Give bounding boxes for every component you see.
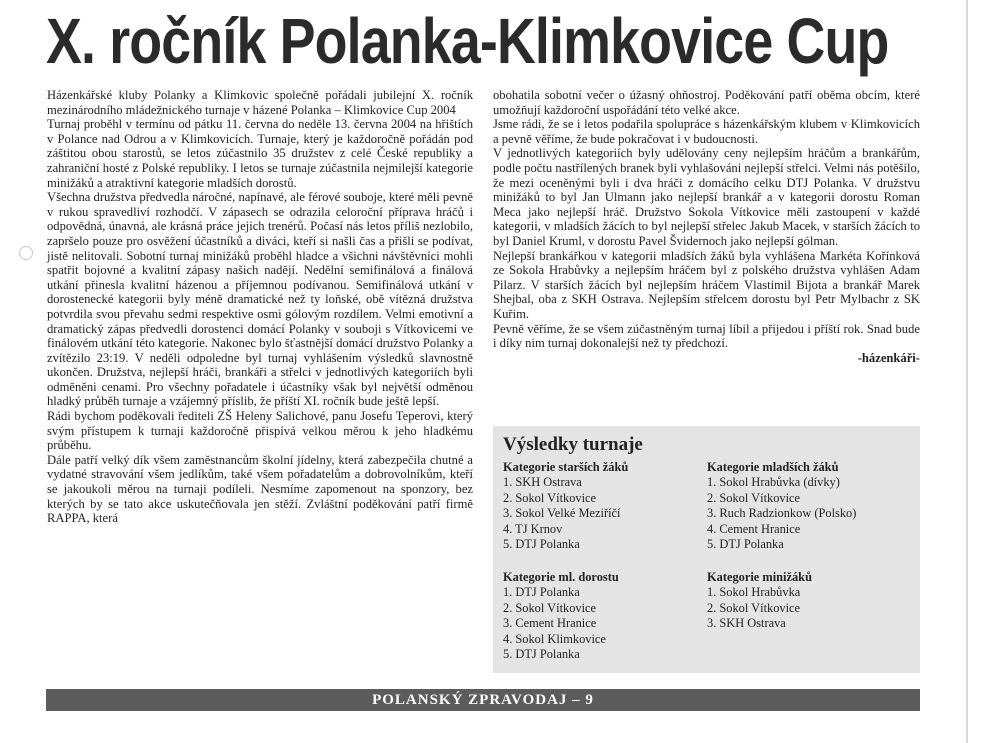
paragraph: Házenkářské kluby Polanky a Klimkovic společně pořádali jubilejní X. ročník mezinárodního mládežnického turnaje v házené Polanka – Klimkovice Cup 2004 (47, 88, 473, 117)
result-item: 1. Sokol Hrabůvka (707, 585, 801, 600)
result-item: 3. Cement Hranice (503, 616, 597, 631)
results-title: Výsledky turnaje (503, 434, 643, 455)
paragraph: V jednotlivých kategoriích byly udělovány ceny nejlepším hráčům a brankářům, podle počtu nastřílených branek byli vyhlašováni nejlepší střelci. Velmi nás potěšilo, že mezi oceněnými byli i dva hráči z domácího celku DTJ Polanka. V družstvu minižáků to byl Jan Ulmann jako nejlepší brankář a v kategorii dorostu Roman Meca jako nejlepší hráč. Družstvo Sokola Vítkovice měli zastoupení v každé kategorii, v mladších žácích to byl nejlepší střelec Jakub Macek, v starších žácích to byl Daniel Kruml, v dorostu Pavel Švidernoch jako nejlepší gólman. (493, 146, 920, 248)
paragraph: Všechna družstva předvedla náročné, napínavé, ale férové souboje, které měli pevně v rukou spravedliví rozhodčí. V zápasech se odrazila celoroční příprava hráčů i odpovědná, únavná, ale krásná práce jejich trenérů. Počasí nás letos příliš nezlobilo, zapršelo pouze pro osvěžení účastníků a diváci, kteří si našli čas a přišli se podívat, jistě nelitovali. Sobotní turnaj minižáků proběhl hladce a všichni návštěvníci mohli spatřit bojovné a kvalitní zápasy našich nadějí. Nedělní semifinálová a finálová utkání přinesla kvalitní házenou a příjemnou podívanou. Semifinálová utkání v dorostenecké kategorii byly méně dramatické než ty loňské, obě vítězná družstva potvrdila svou převahu sedmi respektive osmi gólovým rozdílem. Velmi emotivní a dramatický zápas předvedli dorostenci domácí Polanky v souboji s Vítkovicemi ve finálovém utkání této kategorie. Nakonec bylo šťastnější domácí družstvo Polanky a zvítězilo 23:19. V neděli odpoledne byl turnaj vyhlášením výsledků slavnostně ukončen. Družstva, nejlepší hráči, brankáři a střelci v jednotlivých kategoriích byli odměněni cenami. Pro všechny pořadatele i účastníky však byl největší odměnou hladký průběh turnaje a vzájemný příslib, že příští XI. ročník bude ještě lepší. (47, 190, 473, 409)
category-title: Kategorie ml. dorostu (503, 570, 619, 584)
paragraph: Rádi bychom poděkovali řediteli ZŠ Heleny Salichové, panu Josefu Teperovi, který svým přístupem k turnaji každoročně přispívá velkou měrou k jeho hladkému průběhu. (47, 409, 473, 453)
result-item: 1. SKH Ostrava (503, 475, 582, 490)
binder-hole-mark (19, 246, 33, 260)
result-item: 3. SKH Ostrava (707, 616, 786, 631)
category-title: Kategorie starších žáků (503, 460, 629, 474)
paragraph: Pevně věříme, že se všem zúčastněným turnaj líbil a přijedou i příští rok. Snad bude i díky nim turnaj dokonalejší než ty předchozí. (493, 321, 920, 351)
result-item: 5. DTJ Polanka (503, 537, 580, 552)
paragraph: obohatila sobotní večer o úžasný ohňostroj. Poděkování patří oběma obcím, které umožňují každoroční uspořádání této velké akce. (493, 88, 920, 117)
result-item: 1. Sokol Hrabůvka (dívky) (707, 475, 840, 490)
article-column-right (493, 88, 920, 365)
result-item: 2. Sokol Vítkovice (503, 600, 597, 615)
results-category (707, 570, 812, 632)
page-edge-divider (966, 0, 968, 743)
result-item: 2. Sokol Vítkovice (707, 600, 801, 615)
result-item: 2. Sokol Vítkovice (503, 490, 597, 505)
result-item: 2. Sokol Vítkovice (707, 490, 801, 505)
article-column-left (47, 88, 473, 526)
category-title: Kategorie mladších žáků (707, 460, 839, 474)
result-item: 3. Ruch Radzionkow (Polsko) (707, 506, 857, 521)
category-title: Kategorie minižáků (707, 570, 812, 584)
paragraph: Turnaj proběhl v termínu od pátku 11. června do neděle 13. června 2004 na hřištích v Polance nad Odrou a v Klimkovicích. Turnaje, který je každoročně pořádán pod záštitou obou starostů, se letos zúčastnilo 35 družstev z celé České republiky a zahraniční hosté z Polské republiky. I letos se turnaje zúčastnila nejmilejší kategorie minižáků a atraktivní kategorie mladších dorostů. (47, 117, 473, 190)
page-footer: POLANSKÝ ZPRAVODAJ – 9 (46, 689, 920, 711)
result-item: 1. DTJ Polanka (503, 585, 580, 600)
result-item: 3. Sokol Velké Meziříčí (503, 506, 621, 521)
results-category (707, 460, 856, 552)
article-headline: X. ročník Polanka-Klimkovice Cup (46, 5, 889, 77)
result-item: 4. Cement Hranice (707, 521, 801, 536)
results-category (503, 570, 619, 662)
article-signature: -házenkáři- (857, 350, 920, 365)
result-item: 5. DTJ Polanka (707, 537, 784, 552)
paragraph: Jsme rádi, že se i letos podařila spolupráce s házenkářským klubem v Klimkovicích a pevně věříme, že bude pokračovat i v budoucnosti. (493, 117, 920, 146)
results-category (503, 460, 628, 552)
results-box (493, 426, 920, 673)
paragraph: Dále patří velký dík všem zaměstnancům školní jídelny, která zabezpečila chutné a vydatné stravování všem jedlíkům, také všem pořadatelům a dobrovolníkům, kteří se jakoukoli měrou na turnaji podíleli. Nesmíme zapomenout na sponzory, bez kterých by se tato akce uskutečňovala jen stěží. Zvláštní poděkování patří firmě RAPPA, která (47, 452, 473, 526)
paragraph: Nejlepší brankářkou v kategorii mladších žáků byla vyhlášena Markéta Kořínková ze Sokola Hrabůvky a nejlepším hráčem byl z polského družstva vyhlášen Adam Pilarz. V starších žácích byl nejlepším hráčem Vlastimil Bijota a brankář Marek Shejbal, oba z SKH Ostrava. Nejlepším střelcem dorostu byl Petr Mylbachr z SK Kuřim. (493, 248, 920, 321)
result-item: 5. DTJ Polanka (503, 647, 580, 662)
result-item: 4. TJ Krnov (503, 521, 563, 536)
result-item: 4. Sokol Klimkovice (503, 631, 606, 646)
